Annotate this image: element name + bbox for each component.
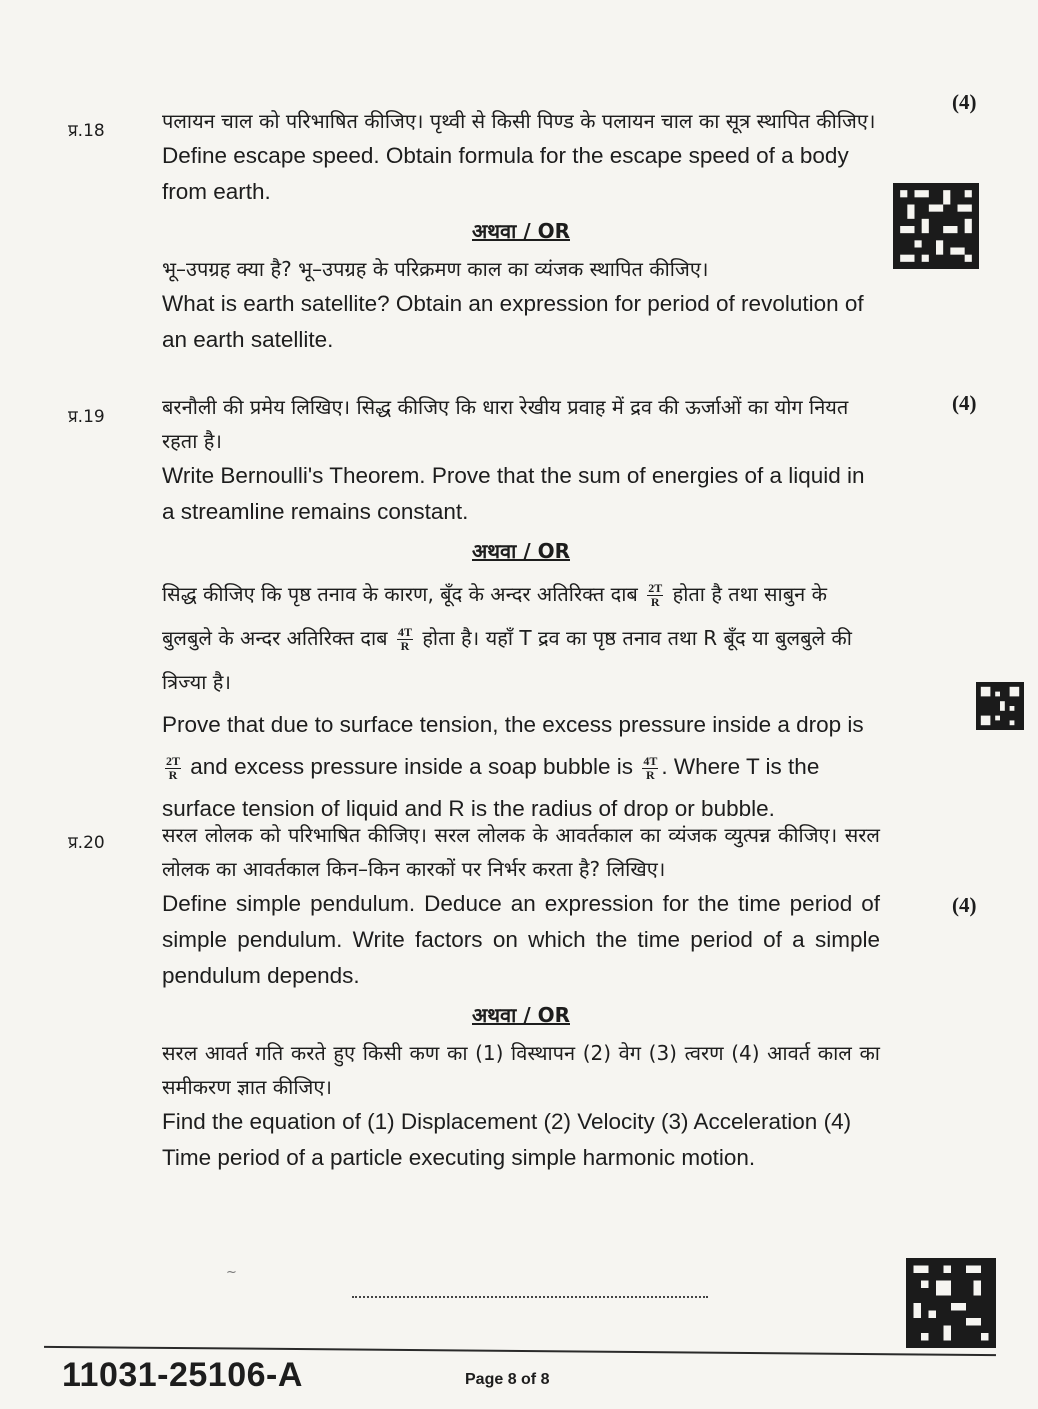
marks-19: (4) (952, 391, 977, 415)
question-18-hindi: पलायन चाल को परिभाषित कीजिए। पृथ्वी से किसी पिण्ड के पलायन चाल का सूत्र स्थापित कीजिए। (162, 109, 876, 133)
datamatrix-code-bottom (906, 1258, 996, 1348)
alt-english-part-2: and excess pressure inside a soap bubble is (190, 754, 634, 779)
question-20 (162, 818, 880, 1176)
question-20-hindi: सरल लोलक को परिभाषित कीजिए। सरल लोलक के आवर्तकाल का व्यंजक व्युत्पन्न कीजिए। सरल लोलक का आवर्तकाल किन–किन कारकों पर निर्भर करता है? लिखिए। (162, 823, 880, 881)
question-number-18: प्र.18 (68, 121, 105, 141)
question-20-alt-hindi: सरल आवर्त गति करते हुए किसी कण का (1) विस्थापन (2) वेग (3) त्वरण (4) आवर्त काल का समीकरण ज्ञात कीजिए। (162, 1041, 880, 1099)
alt-english-part-3: . Where T is the surface tension of liquid and R is the radius of drop or bubble. (162, 754, 820, 821)
datamatrix-code-top (893, 183, 979, 269)
alt-hindi-part-1: सिद्ध कीजिए कि पृष्ठ तनाव के कारण, बूँद के अन्दर अतिरिक्त दाब (162, 582, 638, 606)
question-18 (162, 104, 880, 358)
fraction-2t-over-r-en: $\frac{2T}{R}$ (166, 753, 181, 782)
marks-20: (4) (952, 893, 977, 917)
fraction-2t-over-r: $\frac{2T}{R}$ (648, 581, 663, 609)
question-18-alt-english: What is earth satellite? Obtain an expression for period of revolution of an earth satellite. (162, 291, 864, 352)
question-18-english: Define escape speed. Obtain formula for the escape speed of a body from earth. (162, 143, 849, 204)
question-19 (162, 390, 880, 830)
question-19-alt-hindi (162, 572, 880, 704)
question-number-20: प्र.20 (68, 833, 105, 853)
question-20-alt-english: Find the equation of (1) Displacement (2) Velocity (3) Acceleration (4) Time period of a particle executing simple harmonic motion. (162, 1109, 852, 1170)
question-18-alt-hindi: भू–उपग्रह क्या है? भू–उपग्रह के परिक्रमण काल का व्यंजक स्थापित कीजिए। (162, 257, 709, 281)
fraction-4t-over-r: $\frac{4T}{R}$ (397, 625, 412, 653)
alt-hindi-part-3: होता है। यहाँ T द्रव का पृष्ठ तनाव तथा R बूँद या बुलबुले की त्रिज्या है। (162, 626, 852, 694)
question-20-english: Define simple pendulum. Deduce an expression for the time period of simple pendulum. Write factors on which the time period of a simple pendulum depends. (162, 891, 880, 988)
qr-code-middle (976, 682, 1024, 730)
or-label-18: अथवा / OR (472, 219, 570, 243)
page-number: Page 8 of 8 (465, 1371, 550, 1388)
alt-hindi-part-2: होता है तथा साबुन के बुलबुले के अन्दर अतिरिक्त दाब (162, 582, 827, 650)
footer-rule (44, 1346, 996, 1356)
faint-mark: ~ (226, 1265, 237, 1280)
end-dotted-line (352, 1296, 708, 1298)
question-19-hindi: बरनौली की प्रमेय लिखिए। सिद्ध कीजिए कि धारा रेखीय प्रवाह में द्रव की ऊर्जाओं का योग नियत रहता है। (162, 395, 849, 453)
alt-english-part-1: Prove that due to surface tension, the excess pressure inside a drop is (162, 712, 864, 737)
question-number-19: प्र.19 (68, 407, 105, 427)
marks-18: (4) (952, 90, 977, 114)
fraction-4t-over-r-en: $\frac{4T}{R}$ (643, 753, 658, 782)
or-label-20: अथवा / OR (472, 1003, 570, 1027)
question-19-alt-english (162, 704, 880, 830)
question-19-english: Write Bernoulli's Theorem. Prove that the sum of energies of a liquid in a streamline remains constant. (162, 463, 865, 524)
or-label-19: अथवा / OR (472, 539, 570, 563)
paper-code: 11031-25106-A (62, 1356, 303, 1394)
